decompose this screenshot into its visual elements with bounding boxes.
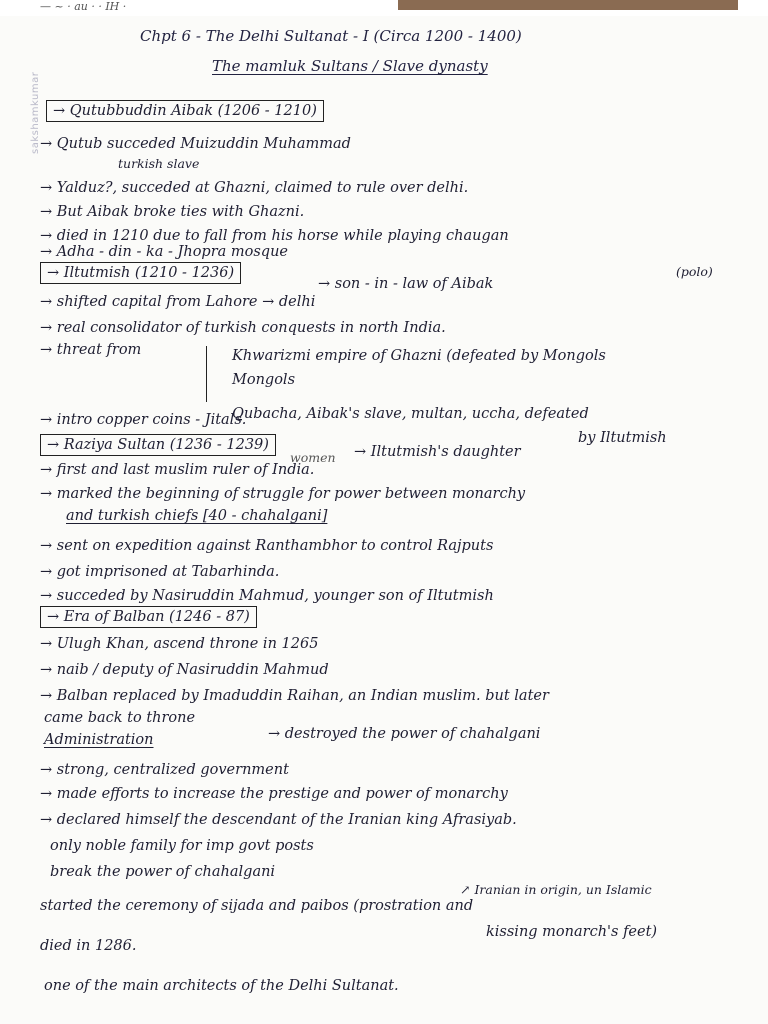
watermark: sakshamkumar xyxy=(30,71,41,154)
heading-administration: Administration xyxy=(44,732,154,748)
heading-iltutmish xyxy=(40,262,241,284)
note-line: women xyxy=(290,450,336,465)
heading-aibak xyxy=(46,100,324,122)
heading-balban-text: → Era of Balban (1246 - 87) xyxy=(40,606,257,628)
note-line: → son - in - law of Aibak xyxy=(318,276,494,292)
note-line: Khwarizmi empire of Ghazni (defeated by Mongols xyxy=(232,348,606,364)
note-line: kissing monarch's feet) xyxy=(486,924,658,940)
note-line: turkish slave xyxy=(118,156,200,171)
note-line: ↗ Iranian in origin, un Islamic xyxy=(460,882,652,897)
note-line: (polo) xyxy=(676,264,713,279)
note-line: → threat from xyxy=(40,342,142,358)
heading-raziya-text: → Raziya Sultan (1236 - 1239) xyxy=(40,434,276,456)
note-line: → Qutub succeded Muizuddin Muhammad xyxy=(40,136,351,152)
top-scrawl: — ~ · au · · IH · xyxy=(40,0,127,13)
note-line: → But Aibak broke ties with Ghazni. xyxy=(40,204,305,220)
heading-iltutmish-text: → Iltutmish (1210 - 1236) xyxy=(40,262,241,284)
note-line: died in 1286. xyxy=(40,938,137,954)
note-line: → Adha - din - ka - Jhopra mosque xyxy=(40,244,289,260)
note-line: → naib / deputy of Nasiruddin Mahmud xyxy=(40,662,329,678)
note-line: → succeded by Nasiruddin Mahmud, younger son of Iltutmish xyxy=(40,588,494,604)
note-line: → Balban replaced by Imaduddin Raihan, an Indian muslim. but later xyxy=(40,688,549,704)
note-line: started the ceremony of sijada and paibos (prostration and xyxy=(40,898,474,914)
note-line: Mongols xyxy=(232,372,296,388)
note-line: came back to throne xyxy=(44,710,196,726)
note-line: → shifted capital from Lahore → delhi xyxy=(40,294,316,310)
note-line: break the power of chahalgani xyxy=(50,864,276,880)
note-line: and turkish chiefs [40 - chahalgani] xyxy=(66,508,328,524)
note-line: → got imprisoned at Tabarhinda. xyxy=(40,564,280,580)
heading-raziya xyxy=(40,434,276,456)
note-line: → intro copper coins - Jitals. xyxy=(40,412,247,428)
heading-aibak-text: → Qutubbuddin Aibak (1206 - 1210) xyxy=(46,100,324,122)
bracket xyxy=(206,346,207,402)
note-line: → destroyed the power of chahalgani xyxy=(268,726,541,742)
note-line: → first and last muslim ruler of India. xyxy=(40,462,315,478)
note-line: by Iltutmish xyxy=(578,430,667,446)
note-line: → strong, centralized government xyxy=(40,762,289,778)
chapter-title: Chpt 6 - The Delhi Sultanat - I (Circa 1200 - 1400) xyxy=(140,27,522,45)
chapter-subtitle: The mamluk Sultans / Slave dynasty xyxy=(212,57,488,75)
note-line: → made efforts to increase the prestige and power of monarchy xyxy=(40,786,508,802)
note-line: one of the main architects of the Delhi Sultanat. xyxy=(44,978,399,994)
note-line: → declared himself the descendant of the Iranian king Afrasiyab. xyxy=(40,812,517,828)
heading-balban xyxy=(40,606,257,628)
note-line: → real consolidator of turkish conquests in north India. xyxy=(40,320,446,336)
photo-edge xyxy=(398,0,738,10)
note-line: only noble family for imp govt posts xyxy=(50,838,314,854)
note-line: Qubacha, Aibak's slave, multan, uccha, defeated xyxy=(232,406,589,422)
note-line: → marked the beginning of struggle for power between monarchy xyxy=(40,486,526,502)
note-line: → Ulugh Khan, ascend throne in 1265 xyxy=(40,636,319,652)
note-line: → Iltutmish's daughter xyxy=(354,444,521,460)
note-line: → died in 1210 due to fall from his horse while playing chaugan xyxy=(40,228,509,244)
note-line: → Yalduz?, succeded at Ghazni, claimed to rule over delhi. xyxy=(40,180,469,196)
note-line: → sent on expedition against Ranthambhor to control Rajputs xyxy=(40,538,494,554)
